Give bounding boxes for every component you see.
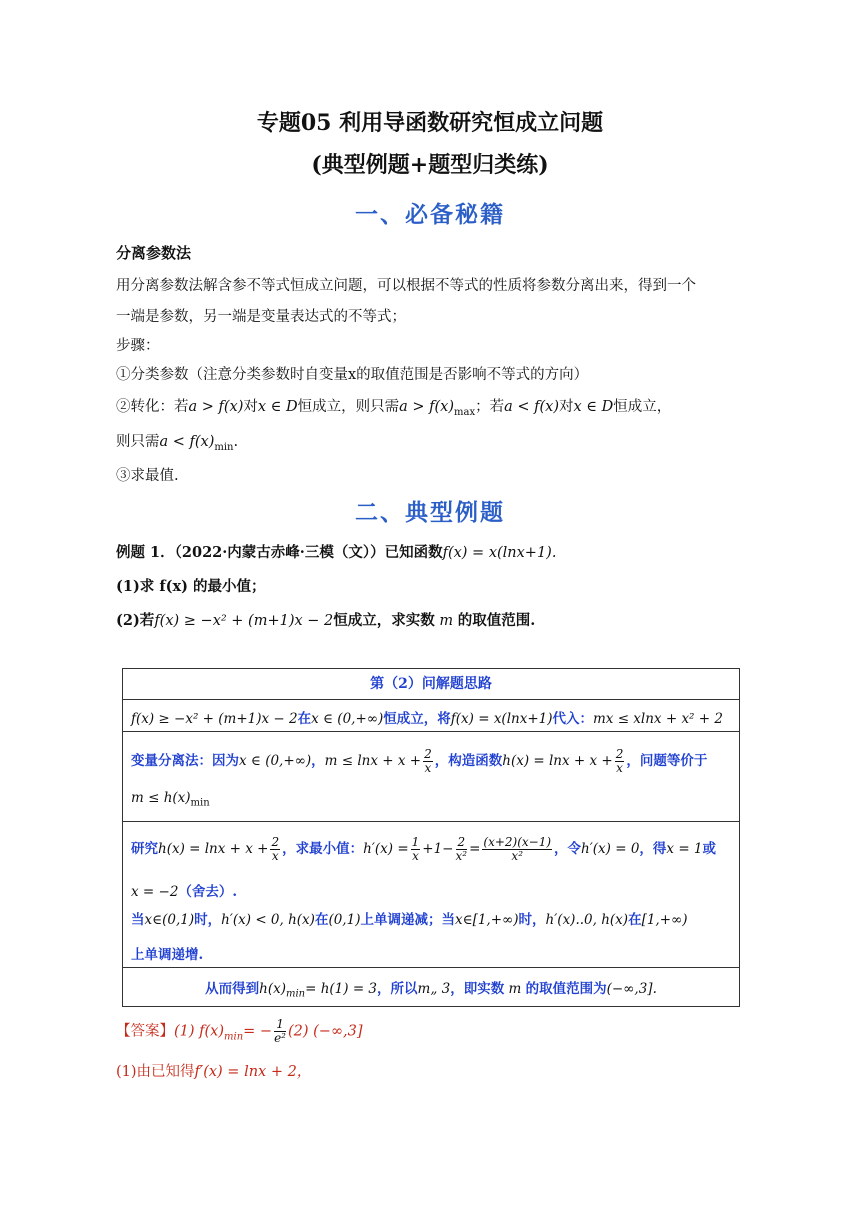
solution-line [116,1060,311,1081]
r3-expr-3: h′(x) = 0 [581,841,640,857]
example-1-question-1: (1)求 f(x) 的最小值； [116,578,266,595]
step-2-text-a: ②转化：若 [116,399,189,415]
step-3: ③求最值. [116,468,179,484]
r4-text-d: 的取值范围为 [525,981,607,997]
box-row-4: 从而得到$h(x)_{min}= h(1) = 3$，所以m„ 3，即实数 m 的取值范围为(−∞,3]. [123,967,739,1007]
r2-expr-1: x ∈ (0,+∞) [239,753,312,769]
step-2-expr-5: x ∈ D [573,399,614,415]
r3-line-4: 上单调递增. [131,947,204,963]
box-row-3: 研究h(x) = lnx + x + $\frac{2}{x}$ ，求最小值：h′(x) = $\frac{1}{x}$ +1− $\frac{2}{\text{x²}}$ = $\frac{(x+2)(x-1)}{\text{x²}}$ ，令h′(x) = 0，得x = 1或 x = −2（舍去）. 当x∈(0,1)时，h′(x) < 0, h(x)在(0,1)上单调递减；当x∈[1,+∞)时，h′(x)..0, h(x)在[1,+∞) [123,821,739,938]
answer-label: 【答案】 [116,1023,174,1040]
fraction-1-over-e2: $\frac{1}{\text{e²}}$ [274,1017,286,1045]
r1-expr-2: x ∈ (0,+∞) [311,711,384,727]
step-2-expr-2: x ∈ D [257,399,298,415]
step-1: ①分类参数（注意分类参数时自变量x的取值范围是否影响不等式的方向） [116,367,589,383]
r3-line-3-text-e: 时， [518,912,546,928]
solution-expr: f′(x) = lnx + 2， [194,1064,312,1080]
step-2-sub-min: min [214,441,234,453]
answer-1b: = − [243,1023,273,1040]
document-title: 专题05 利用导函数研究恒成立问题 [256,110,604,136]
step-2-text-c: 恒成立，则只需 [297,399,400,415]
r3-line-3-expr-3: (0,1) [328,912,361,928]
method-heading: 分离参数法 [116,244,192,262]
step-2-line-1 [116,395,671,418]
fraction-2-over-x: $\frac{2}{x}$ [424,747,432,775]
r4-sub-min: min [285,988,306,1000]
r4-expr-2: = h(1) = 3 [305,981,378,997]
step-2-sub-max: max [454,406,476,418]
step-2-line-2-expr: a < f(x) [159,434,215,450]
r3-line-3-expr-6: [1,+∞) [641,912,688,928]
step-2-expr-3: a > f(x) [399,399,455,415]
r3-line-3-expr-2: h′(x) < 0, h(x) [221,912,315,928]
r2-text-b: ，构造函数 [434,753,503,769]
step-2-text-b: 对 [243,399,258,415]
r2-expr-2: m ≤ lnx + x + [324,753,422,769]
r3-expr-4: x = 1 [666,841,703,857]
step-2-expr-1: a > f(x) [188,399,244,415]
document-subtitle: (典型例题+题型归类练) [311,152,549,178]
answer-line [116,1018,363,1045]
box-row-2: 变量分离法：因为x ∈ (0,+∞)，m ≤ lnx + x + $\frac{2}{x}$ ，构造函数h(x) = lnx + x + $\frac{2}{x}$ ，问题等价于 $m \le h(x)_{min}$ [123,731,739,822]
r4-expr-4: (−∞,3]. [606,981,657,997]
q2-expr: f(x) ≥ −x² + (m+1)x − 2 [154,613,334,629]
method-paragraph-line-2: 一端是参数，另一端是变量表达式的不等式； [116,309,406,325]
step-2-line-2-text: 则只需 [116,434,160,450]
example-1-function: f(x) = x(lnx+1). [442,545,557,561]
r4-expr-3: m„ 3 [417,981,451,997]
r1-text-a: 在 [297,711,312,727]
r3-line-3-expr-1: x∈(0,1) [144,912,195,928]
section-heading-2: 二、典型例题 [355,499,505,526]
r3-line-3-text-a: 当 [131,912,145,928]
r3-line-2 [131,880,237,900]
fraction-2-over-x-2: $\frac{2}{x}$ [615,747,624,775]
r2-line-2 [131,790,210,809]
solution-idea-box [122,668,740,1007]
r3-text-a: 研究 [131,841,158,857]
r3-line-2-text: （舍去）. [178,884,238,900]
r3-line-3-text-b: 时， [194,912,222,928]
r4-expr-1: h(x) [259,981,286,997]
box-header: 第（2）问解题思路 [370,676,492,692]
q2-text-b: 恒成立，求实数 [333,612,435,629]
method-paragraph-line-1: 用分离参数法解含参不等式恒成立问题，可以根据不等式的性质将参数分离出来，得到一个 [116,278,696,294]
r2-sub-min: min [190,797,210,809]
r3-expr-1: h(x) = lnx + x + [158,841,269,857]
example-1-label: 例题 1．（2022·内蒙古赤峰·三模（文））已知函数 [116,544,443,561]
step-2-text-f: 恒成立， [613,399,672,415]
r3-line-3-text-f: 在 [628,912,642,928]
step-2-expr-4: a < f(x) [504,399,559,415]
solution-text: (1)由已知得 [116,1064,195,1080]
example-1-question-2: (2)若f(x) ≥ −x² + (m+1)x − 2恒成立，求实数 m 的取值范围. [116,612,536,629]
r1-expr-1: f(x) ≥ −x² + (m+1)x − 2 [131,711,298,727]
r1-expr-3: f(x) = x(lnx+1) [450,711,553,727]
r1-text-c: 代入： [552,711,593,727]
q2-text-a: (2)若 [116,612,155,629]
r1-text-b: 恒成立，将 [383,711,451,727]
r3-text-e: 或 [702,841,717,857]
example-1-prompt [116,541,556,562]
r4-text-b: ，所以 [377,981,418,997]
steps-label: 步骤： [116,338,160,354]
r2-text-a: 变量分离法：因为 [131,753,239,769]
r2-line-2-expr: m ≤ h(x) [131,790,191,806]
r2-text-c: ，问题等价于 [626,753,708,769]
r3-text-b: ，求最小值： [282,841,364,857]
answer-sub-min: min [224,1031,244,1043]
r2-expr-3: h(x) = lnx + x + [502,753,613,769]
r3-text-c: ，令 [554,841,582,857]
answer-2: (2) (−∞,3] [287,1023,363,1040]
section-heading-1: 一、必备秘籍 [355,201,505,228]
step-2-line-2: 则只需$a < f(x)_{min}$. [116,434,239,453]
r3-line-3-expr-4: x∈[1,+∞) [454,912,519,928]
step-2-text-e: 对 [558,399,574,415]
r3-line-3 [131,908,688,928]
r4-text-c: ，即实数 [450,981,505,997]
r1-expr-4: mx ≤ xlnx + x² + 2 [593,711,723,727]
r3-line-3-expr-5: h′(x)..0, h(x) [545,912,629,928]
r3-expr-2: h′(x) = [363,841,409,857]
r4-text-a: 从而得到 [205,981,260,997]
r3-line-2-expr: x = −2 [131,884,179,900]
step-2-text-d: ；若 [475,399,505,415]
r3-line-3-text-d: 上单调递减；当 [360,912,455,928]
r3-line-3-text-c: 在 [314,912,329,928]
q2-text-c: 的取值范围. [457,612,536,629]
answer-1: (1) f(x) [174,1023,225,1040]
box-row-1 [123,699,739,732]
r3-text-d: ，得 [639,841,667,857]
